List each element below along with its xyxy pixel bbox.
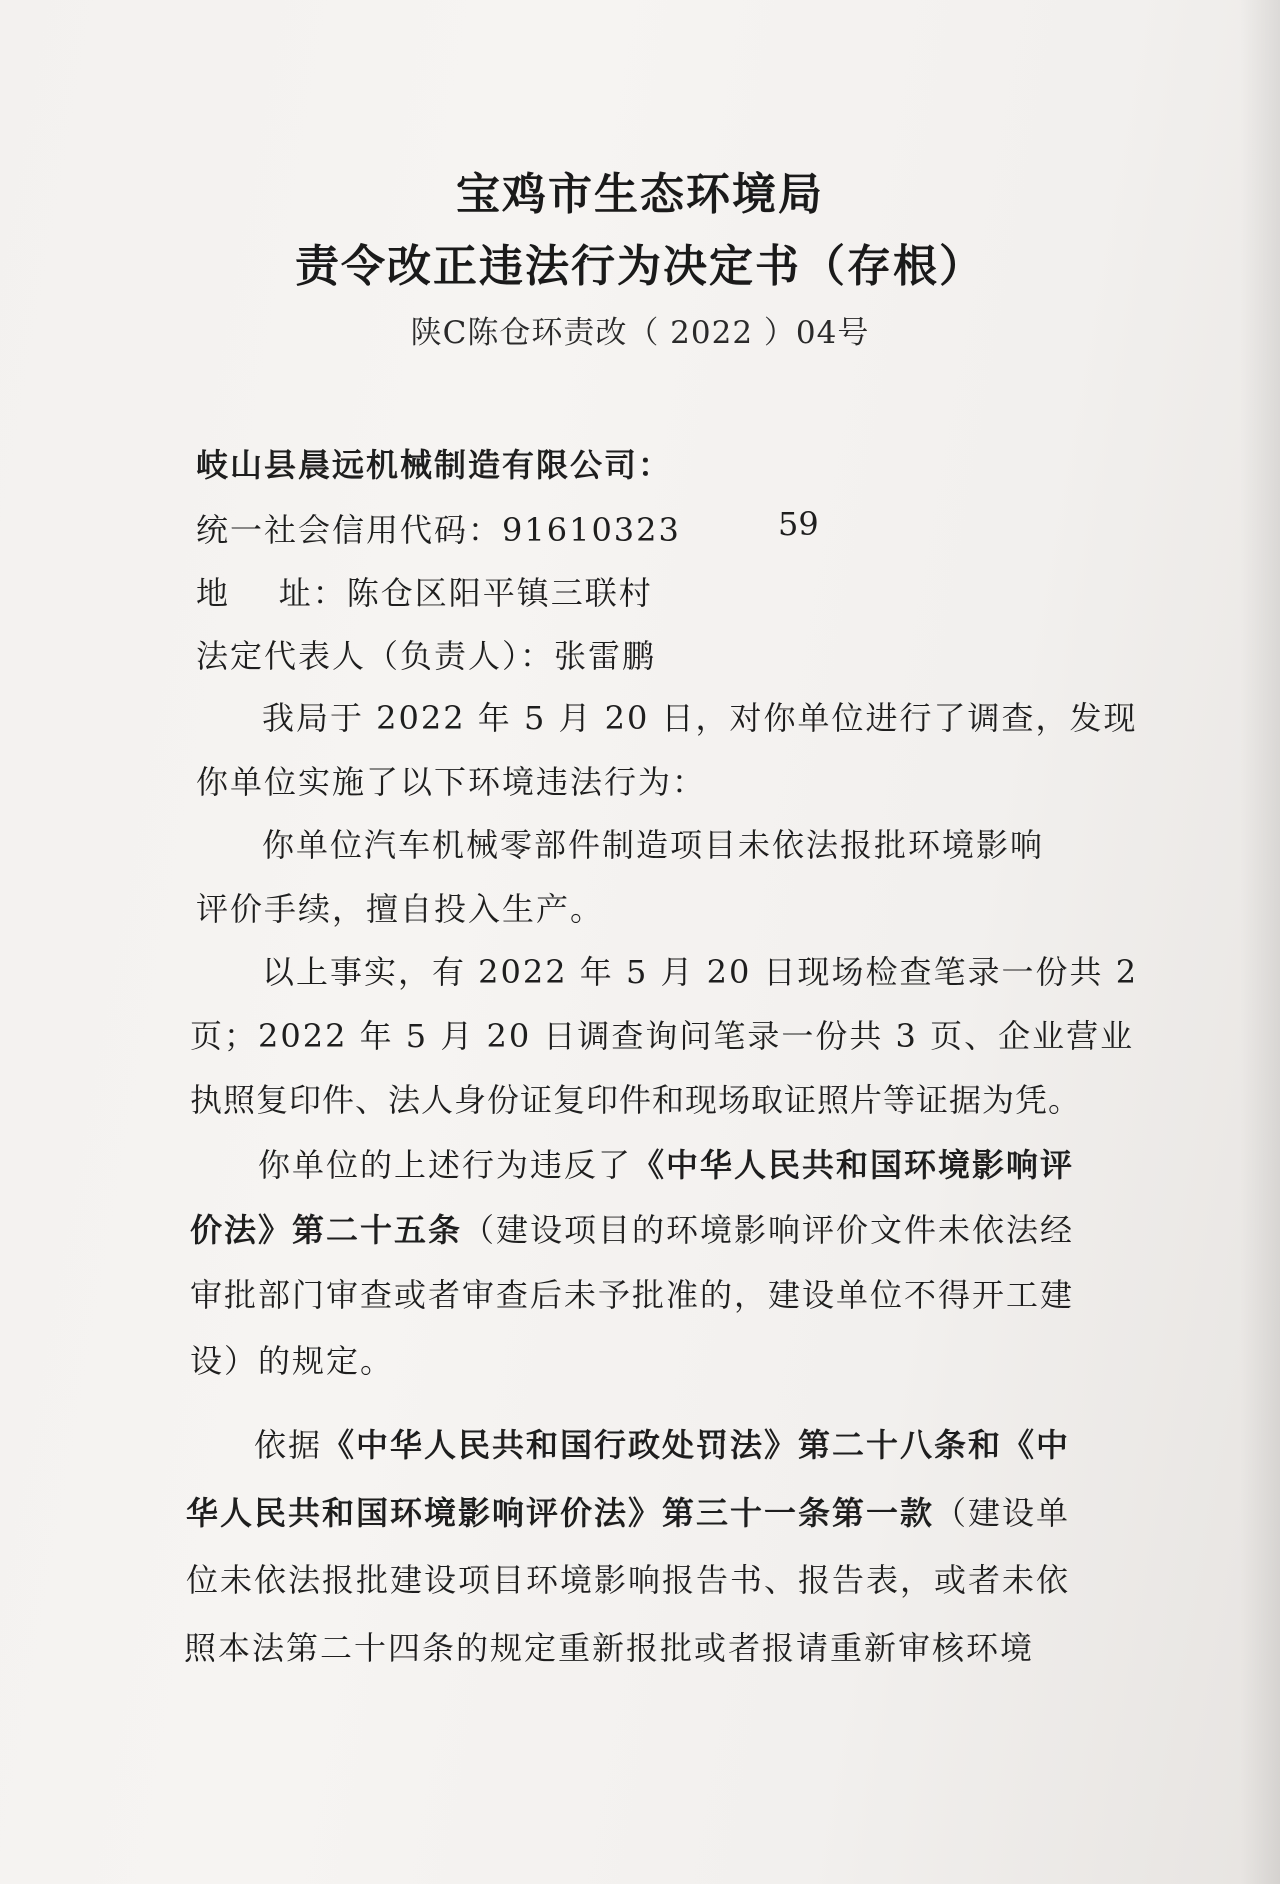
paragraph-5-line-2: [186, 1488, 1070, 1534]
paragraph-5-line-4: 照本法第二十四条的规定重新报批或者报请重新审核环境: [184, 1629, 1035, 1667]
document-title-type: 责令改正违法行为决定书（存根）: [295, 241, 985, 292]
law-article-25: 价法》第二十五条: [190, 1211, 463, 1249]
paragraph-4-line-1-a: 你单位的上述行为违反了: [258, 1146, 633, 1184]
paragraph-4-line-2-b: （建设项目的环境影响评价文件未依法经: [462, 1211, 1075, 1249]
paragraph-4-line-1: [258, 1140, 1074, 1186]
recipient-name: 岐山县晨远机械制造有限公司：: [196, 446, 673, 484]
paragraph-3-line-1: 以上事实，有 2022 年 5 月 20 日现场检查笔录一份共 2: [262, 953, 1139, 991]
paragraph-4-line-3: 审批部门审查或者审查后未予批准的，建设单位不得开工建: [190, 1276, 1075, 1314]
paragraph-4-line-2: [190, 1205, 1074, 1251]
paragraph-1-line-2: 你单位实施了以下环境违法行为：: [196, 763, 707, 801]
paragraph-3-line-2: 页；2022 年 5 月 20 日调查询问笔录一份共 3 页、企业营业: [190, 1017, 1135, 1055]
paragraph-5-line-3: 位未依法报批建设项目环境影响报告书、报告表，或者未依: [186, 1561, 1071, 1599]
document-title-agency: 宝鸡市生态环境局: [456, 169, 824, 220]
address: 地 址：陈仓区阳平镇三联村: [196, 574, 653, 612]
paragraph-1-line-1: 我局于 2022 年 5 月 20 日，对你单位进行了调查，发现: [262, 699, 1138, 737]
credit-code-suffix: 59: [778, 505, 819, 543]
paragraph-2-line-2: 评价手续，擅自投入生产。: [196, 890, 605, 928]
paragraph-2-line-1: 你单位汽车机械零部件制造项目未依法报批环境影响: [262, 826, 1045, 864]
credit-code: 统一社会信用代码：91610323: [196, 511, 681, 549]
law-citation-penalty: 《中华人民共和国行政处罚法》第二十八条和《中: [322, 1426, 1071, 1464]
law-title-eia: 《中华人民共和国环境影响评: [632, 1146, 1075, 1184]
paragraph-5-line-1-a: 依据: [254, 1426, 323, 1464]
law-citation-article-31: 华人民共和国环境影响评价法》第三十一条第一款: [186, 1494, 935, 1532]
document-number: 陕C陈仓环责改（ 2022 ）04号: [410, 315, 870, 351]
paragraph-3-line-3: 执照复印件、法人身份证复印件和现场取证照片等证据为凭。: [190, 1081, 1082, 1119]
paragraph-4-line-4: 设）的规定。: [190, 1342, 395, 1380]
paragraph-5-line-2-b: （建设单: [934, 1494, 1071, 1532]
legal-representative: 法定代表人（负责人）：张雷鹏: [196, 637, 657, 675]
paragraph-5-line-1: [254, 1420, 1070, 1466]
